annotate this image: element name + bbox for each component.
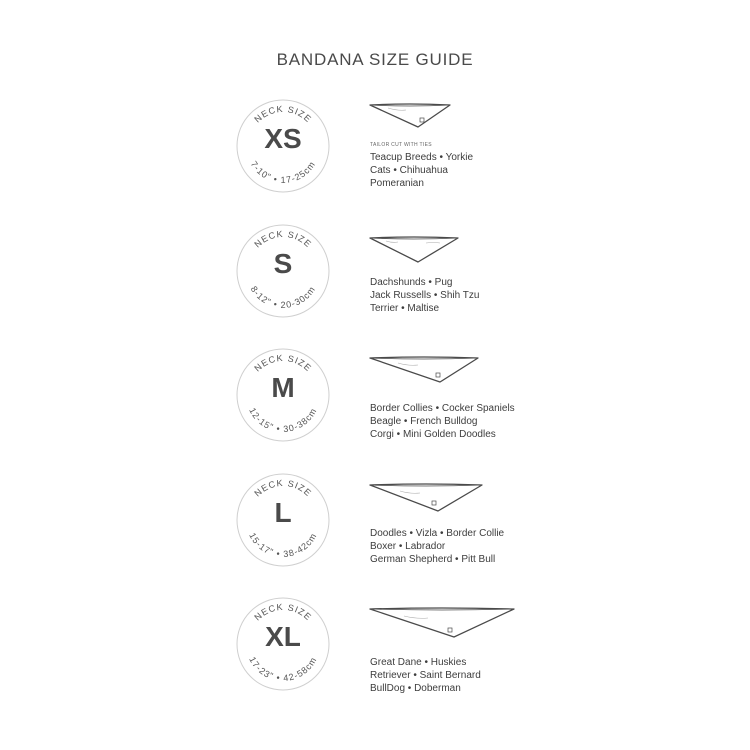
bandana-xs-illustration: [368, 102, 452, 130]
breed-line: Corgi • Mini Golden Doodles: [370, 429, 496, 440]
size-badge-m: [233, 345, 333, 445]
breed-line: Retriever • Saint Bernard: [370, 670, 481, 681]
neck-measure-label: 7-10" • 17-25cm: [248, 159, 318, 186]
breed-line: Pomeranian: [370, 178, 424, 189]
breed-line: Dachshunds • Pug: [370, 277, 453, 288]
neck-measure-label: 15-17" • 38-42cm: [247, 530, 319, 560]
breed-line: Doodles • Vizla • Border Collie: [370, 528, 505, 539]
bandana-icon: [368, 235, 460, 265]
tailor-cut-note: TAILOR CUT WITH TIES: [370, 142, 432, 148]
breed-list: [370, 276, 479, 315]
size-badge-xs: [233, 96, 333, 196]
neck-measure-label: 8-12" • 20-30cm: [248, 284, 318, 311]
bandana-xl-illustration: [368, 606, 516, 640]
size-code: XS: [264, 123, 302, 154]
page-title: BANDANA SIZE GUIDE: [276, 50, 474, 69]
breed-line: Boxer • Labrador: [370, 541, 446, 552]
bandana-l-illustration: [368, 482, 484, 514]
breed-list: [370, 151, 473, 190]
size-badge-s: [233, 221, 333, 321]
bandana-icon: [368, 606, 516, 640]
breed-line: Teacup Breeds • Yorkie: [370, 152, 474, 163]
bandana-m-illustration: [368, 355, 480, 385]
bandana-icon: [368, 102, 452, 130]
breed-line: Terrier • Maltise: [370, 303, 440, 314]
size-row-s: [0, 221, 750, 346]
neck-size-label: NECK SIZE: [252, 601, 314, 623]
neck-size-label: NECK SIZE: [252, 477, 314, 499]
breed-list: [370, 527, 504, 566]
size-badge-l: [233, 470, 333, 570]
breed-line: German Shepherd • Pitt Bull: [370, 554, 496, 565]
breed-list: [370, 402, 515, 441]
bandana-icon: [368, 482, 484, 514]
bandana-s-illustration: [368, 235, 460, 265]
size-row-m: [0, 345, 750, 470]
breed-line: Great Dane • Huskies: [370, 657, 467, 668]
breed-line: Jack Russells • Shih Tzu: [370, 290, 480, 301]
size-badge-xl: [233, 594, 333, 694]
neck-size-label: NECK SIZE: [252, 352, 314, 374]
size-code: XL: [265, 621, 301, 652]
bandana-icon: [368, 355, 480, 385]
size-code: L: [274, 497, 292, 528]
size-row-xs: [0, 96, 750, 221]
size-row-l: [0, 470, 750, 595]
neck-measure-label: 17-23" • 42-58cm: [247, 654, 319, 684]
neck-measure-label: 12-15" • 30-38cm: [247, 405, 319, 435]
neck-size-label: NECK SIZE: [252, 228, 314, 250]
size-code: M: [271, 372, 295, 403]
neck-size-label: NECK SIZE: [252, 103, 314, 125]
breed-list: [370, 656, 481, 695]
breed-line: Border Collies • Cocker Spaniels: [370, 403, 515, 414]
size-row-xl: [0, 594, 750, 719]
breed-line: Beagle • French Bulldog: [370, 416, 478, 427]
breed-line: Cats • Chihuahua: [370, 165, 448, 176]
breed-line: BullDog • Doberman: [370, 683, 461, 694]
size-code: S: [273, 248, 293, 279]
